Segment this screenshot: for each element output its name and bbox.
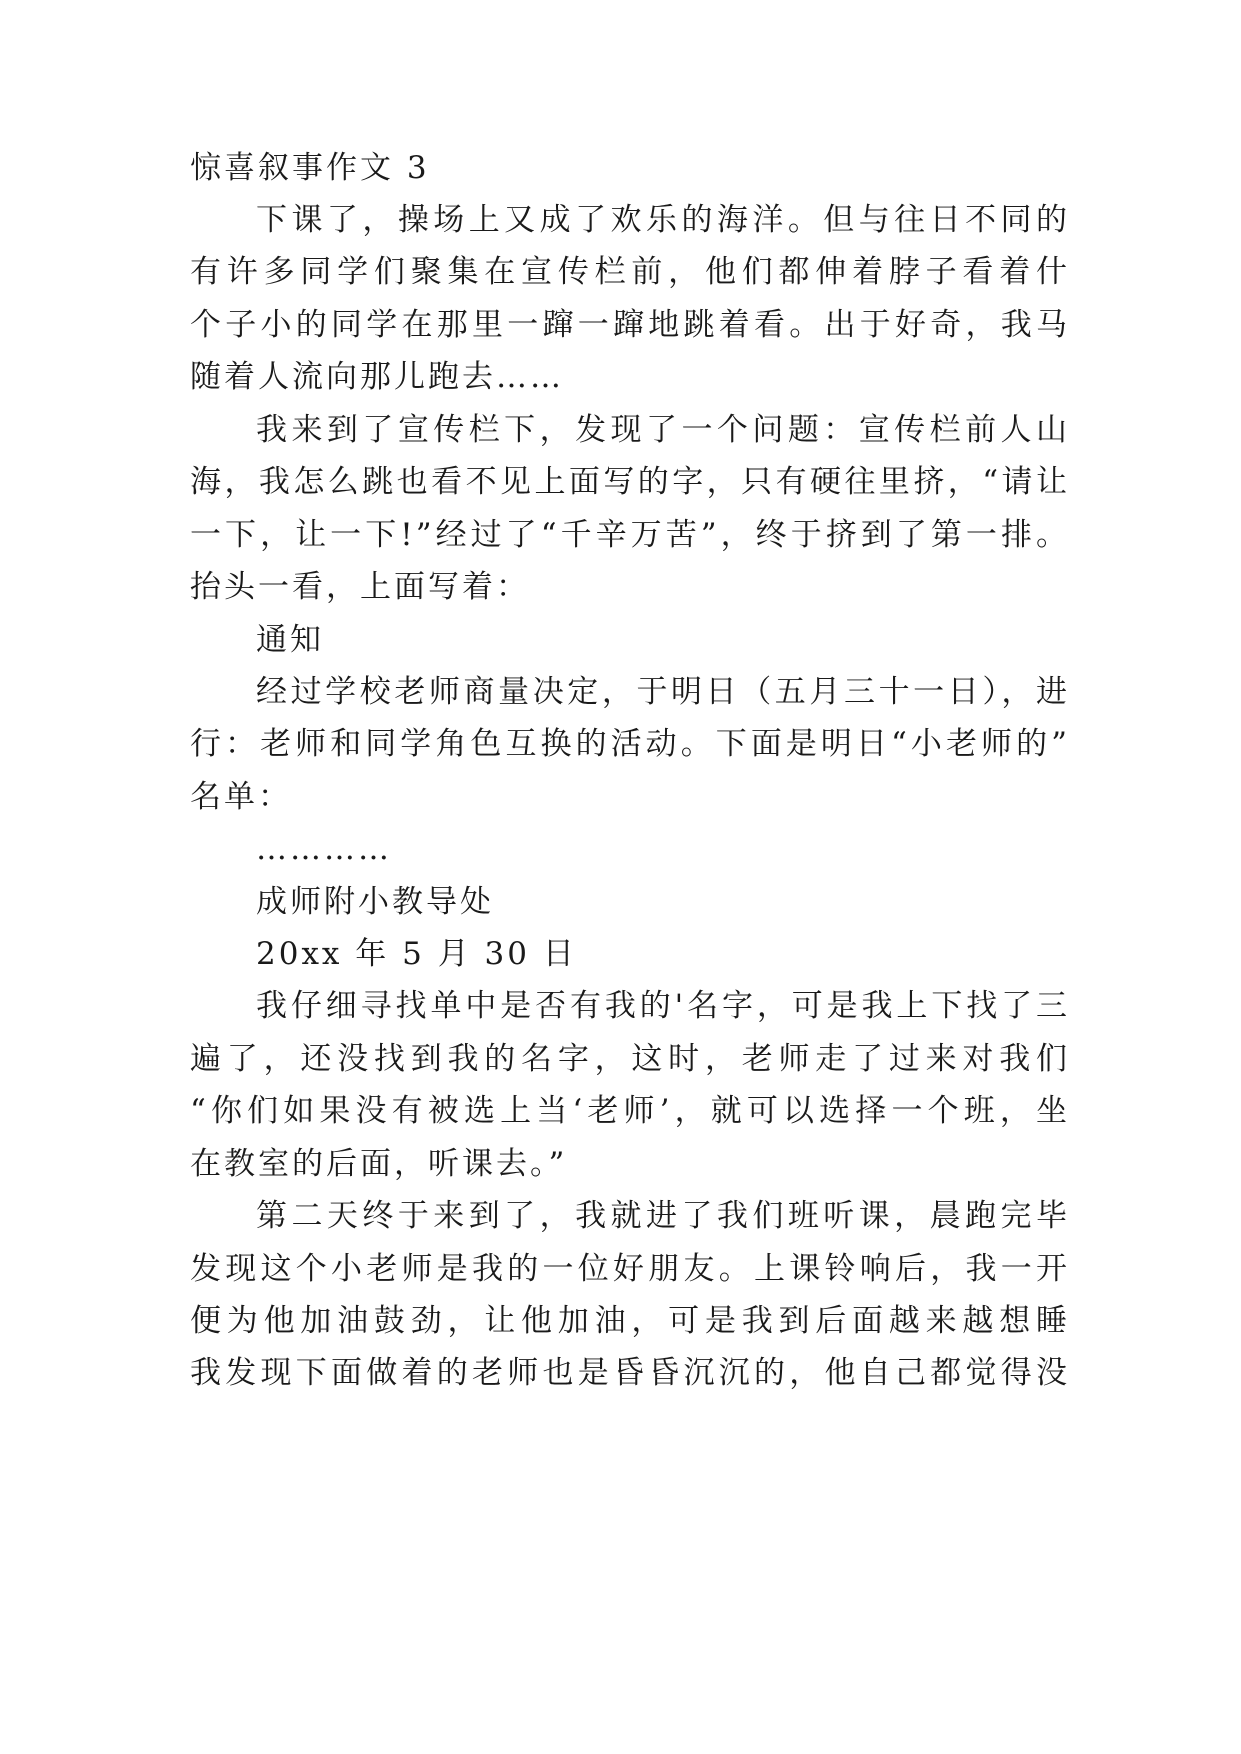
paragraph-line: 行：老师和同学角色互换的活动。下面是明日“小老师的” xyxy=(190,726,1070,762)
paragraph-line: 遍了，还没找到我的名字，这时，老师走了过来对我们 xyxy=(190,1041,1070,1077)
document-title: 惊喜叙事作文 3 xyxy=(190,150,430,186)
notice-signature: 成师附小教导处 xyxy=(256,884,494,920)
paragraph-line: 有许多同学们聚集在宣传栏前，他们都伸着脖子看着什 xyxy=(190,254,1070,290)
paragraph-line: 在教室的后面，听课去。” xyxy=(190,1146,568,1182)
paragraph-line: 我发现下面做着的老师也是昏昏沉沉的，他自己都觉得没 xyxy=(190,1355,1070,1391)
notice-heading: 通知 xyxy=(256,622,324,658)
paragraph-line: 下课了，操场上又成了欢乐的海洋。但与往日不同的 xyxy=(256,202,1070,238)
paragraph-line: 第二天终于来到了，我就进了我们班听课，晨跑完毕 xyxy=(256,1198,1070,1234)
paragraph-line: 名单： xyxy=(190,779,292,815)
ellipsis-line: ………… xyxy=(256,831,392,867)
paragraph-line: 随着人流向那儿跑去…… xyxy=(190,359,564,395)
paragraph-line: 我仔细寻找单中是否有我的'名字，可是我上下找了三 xyxy=(256,988,1070,1024)
paragraph-line: 我来到了宣传栏下，发现了一个问题：宣传栏前人山 xyxy=(256,412,1070,448)
paragraph-line: 抬头一看，上面写着： xyxy=(190,569,530,605)
paragraph-line: “你们如果没有被选上当‘老师’，就可以选择一个班，坐 xyxy=(190,1093,1070,1129)
notice-date: 20xx 年 5 月 30 日 xyxy=(256,936,577,972)
paragraph-line: 经过学校老师商量决定，于明日（五月三十一日），进 xyxy=(256,674,1070,710)
paragraph-line: 发现这个小老师是我的一位好朋友。上课铃响后，我一开 xyxy=(190,1251,1070,1287)
paragraph-line: 个子小的同学在那里一蹿一蹿地跳着看。出于好奇，我马 xyxy=(190,307,1070,343)
paragraph-line: 一下，让一下!”经过了“千辛万苦”，终于挤到了第一排。 xyxy=(190,517,1070,553)
paragraph-line: 海，我怎么跳也看不见上面写的字，只有硬往里挤，“请让 xyxy=(190,464,1070,500)
paragraph-line: 便为他加油鼓劲，让他加油，可是我到后面越来越想睡 xyxy=(190,1303,1070,1339)
